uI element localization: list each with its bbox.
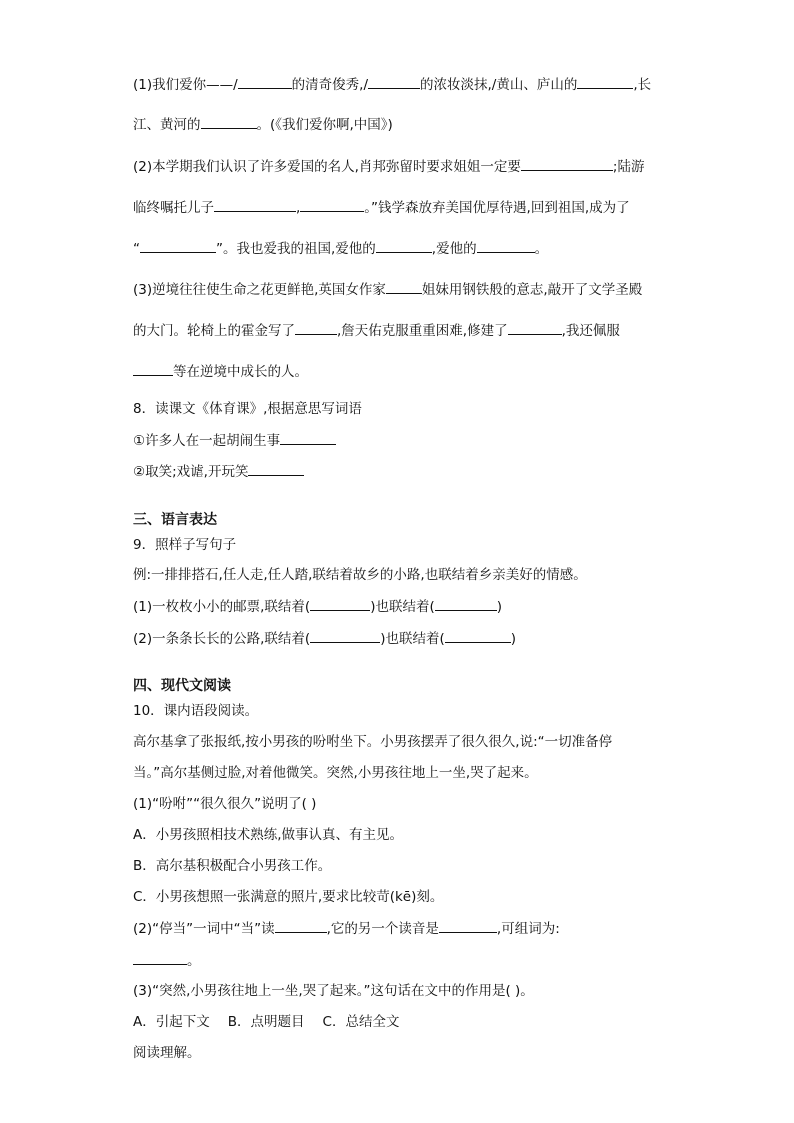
fill-blank[interactable] — [508, 320, 562, 335]
option-c: C．总结全文 — [322, 1014, 400, 1030]
fill-blank[interactable] — [445, 628, 511, 643]
fill-blank[interactable] — [275, 918, 327, 933]
fill-blank[interactable] — [368, 74, 420, 89]
text: (1)一枚枚小小的邮票,联结着( — [133, 599, 311, 615]
text: ②取笑;戏谑,开玩笑 — [133, 464, 249, 480]
fill-blank[interactable] — [280, 430, 336, 445]
q7-part3-line3 — [133, 361, 308, 382]
option-b: B．点明题目 — [227, 1014, 305, 1030]
fill-blank[interactable] — [386, 279, 422, 294]
fill-blank[interactable] — [248, 461, 304, 476]
fill-blank[interactable] — [310, 596, 370, 611]
fill-blank[interactable] — [577, 74, 633, 89]
footer-reading-comprehension: 阅读理解。 — [133, 1045, 201, 1061]
text: (2)“停当”一词中“当”读 — [133, 921, 275, 937]
text: 。”钱学森放弃美国优厚待遇,回到祖国,成为了 — [364, 200, 630, 216]
q10-option-a: A．小男孩照相技术熟练,做事认真、有主见。 — [133, 827, 404, 843]
text: , — [296, 200, 301, 216]
fill-blank[interactable] — [439, 918, 497, 933]
q7-part2-line1 — [133, 156, 644, 177]
text: )也联结着( — [370, 599, 435, 615]
fill-blank[interactable] — [201, 114, 257, 129]
fill-blank[interactable] — [376, 238, 432, 253]
text: “ — [133, 241, 140, 257]
text: ) — [510, 631, 517, 647]
q7-part3-line1 — [133, 279, 642, 300]
fill-blank[interactable] — [435, 596, 497, 611]
text: 的浓妆淡抹,/黄山、庐山的 — [420, 77, 578, 93]
q10-sub1: (1)“吩咐”“很久很久”说明了( ) — [133, 796, 317, 812]
text: ,爱他的 — [431, 241, 477, 257]
fill-blank[interactable] — [133, 361, 173, 376]
q7-part3-line2 — [133, 320, 620, 341]
text: ①许多人在一起胡闹生事 — [133, 433, 281, 449]
q7-part1-line2 — [133, 114, 393, 135]
text: 等在逆境中成长的人。 — [173, 364, 308, 380]
text: (1)我们爱你——/ — [133, 77, 238, 93]
text: 。 — [187, 953, 201, 969]
text: 姐妹用钢铁般的意志,敲开了文学圣殿 — [421, 282, 643, 298]
q9-title: 9．照样子写句子 — [133, 537, 237, 553]
q8-item1 — [133, 430, 336, 451]
text: 的大门。轮椅上的霍金写了 — [133, 323, 295, 339]
q9-example: 例:一排排搭石,任人走,任人踏,联结着故乡的小路,也联结着乡亲美好的情感。 — [133, 567, 587, 583]
q8-title: 8．读课文《体育课》,根据意思写词语 — [133, 401, 362, 417]
q9-sentence2 — [133, 628, 516, 649]
text: ”。我也爱我的祖国,爱他的 — [216, 241, 376, 257]
text: ,长 — [633, 77, 652, 93]
fill-blank[interactable] — [300, 197, 364, 212]
text: (2)一条条长长的公路,联结着( — [133, 631, 311, 647]
q10-option-c: C．小男孩想照一张满意的照片,要求比较苛(kē)刻。 — [133, 889, 444, 905]
q9-sentence1 — [133, 596, 502, 617]
q7-part1-line1 — [133, 74, 651, 95]
text: ) — [496, 599, 503, 615]
q7-part2-line3 — [133, 238, 548, 259]
text: )也联结着( — [380, 631, 445, 647]
fill-blank[interactable] — [214, 197, 296, 212]
text: (2)本学期我们认识了许多爱国的名人,肖邦弥留时要求姐姐一定要 — [133, 159, 521, 175]
fill-blank[interactable] — [140, 238, 216, 253]
q10-sub3-options — [133, 1012, 399, 1032]
q10-option-b: B．高尔基积极配合小男孩工作。 — [133, 858, 332, 874]
q10-title: 10．课内语段阅读。 — [133, 703, 259, 719]
text: ,它的另一个读音是 — [326, 921, 439, 937]
q10-sub2-continued — [133, 950, 201, 971]
text: 临终嘱托儿子 — [133, 200, 214, 216]
text: ;陆游 — [612, 159, 645, 175]
text: ,我还佩服 — [561, 323, 620, 339]
fill-blank[interactable] — [477, 238, 535, 253]
q7-part2-line2 — [133, 197, 630, 218]
section3-heading: 三、语言表达 — [133, 512, 217, 528]
q10-sub2 — [133, 918, 560, 939]
q8-item2 — [133, 461, 304, 482]
q10-sub3: (3)“突然,小男孩往地上一坐,哭了起来。”这句话在文中的作用是( )。 — [133, 983, 534, 999]
fill-blank[interactable] — [521, 156, 613, 171]
text: ,可组词为: — [496, 921, 560, 937]
text: (3)逆境往往使生命之花更鲜艳,英国女作家 — [133, 282, 386, 298]
fill-blank[interactable] — [133, 950, 187, 965]
text: 。(《我们爱你啊,中国》) — [256, 117, 393, 133]
option-a: A．引起下文 — [133, 1014, 210, 1030]
text: 的清奇俊秀,/ — [291, 77, 369, 93]
fill-blank[interactable] — [295, 320, 337, 335]
q10-passage-line2: 当。”高尔基侧过脸,对着他微笑。突然,小男孩往地上一坐,哭了起来。 — [133, 765, 538, 781]
q10-passage-line1: 高尔基拿了张报纸,按小男孩的吩咐坐下。小男孩摆弄了很久很久,说:“一切准备停 — [133, 734, 613, 750]
fill-blank[interactable] — [310, 628, 380, 643]
text: 。 — [534, 241, 549, 257]
section4-heading: 四、现代文阅读 — [133, 678, 231, 694]
fill-blank[interactable] — [238, 74, 292, 89]
text: 江、黄河的 — [133, 117, 201, 133]
text: ,詹天佑克服重重困难,修建了 — [337, 323, 508, 339]
